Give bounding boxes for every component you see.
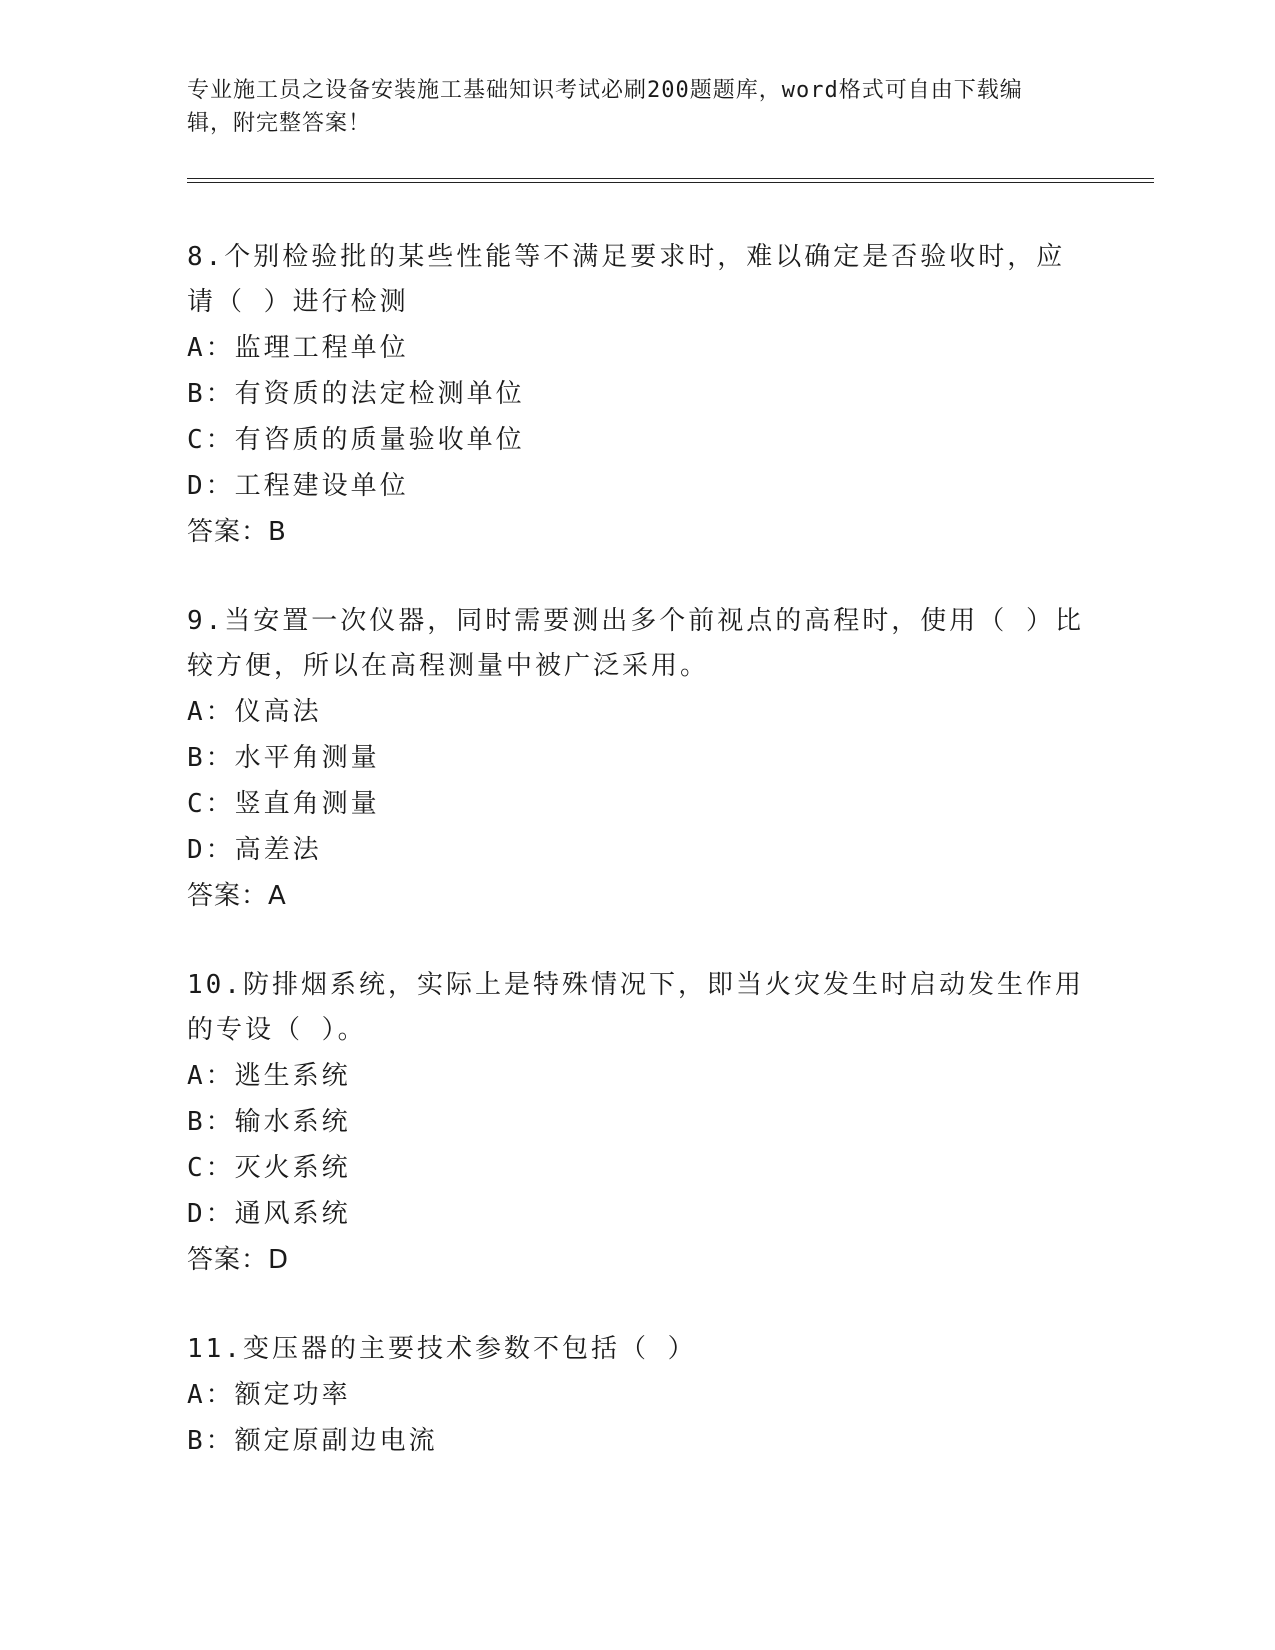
- option-b: B：输水系统: [187, 1107, 351, 1137]
- option-b: B：水平角测量: [187, 743, 380, 773]
- option-b: B：有资质的法定检测单位: [187, 379, 525, 409]
- answer-line: [187, 873, 1087, 919]
- answer-label: 答案：: [187, 1245, 269, 1275]
- option-d: D：工程建设单位: [187, 471, 409, 501]
- answer-label: 答案：: [187, 517, 269, 547]
- question-10: [187, 963, 1087, 1283]
- header-title: 专业施工员之设备安装施工基础知识考试必刷200题题库，word格式可自由下载编辑，附完整答案！: [187, 78, 1023, 136]
- answer-value: A: [268, 881, 287, 911]
- answer-label: 答案：: [187, 881, 269, 911]
- option-a: A：仪高法: [187, 697, 322, 727]
- question-text: 8.个别检验批的某些性能等不满足要求时，难以确定是否验收时，应请（ ）进行检测: [187, 242, 1066, 317]
- question-9: [187, 599, 1087, 919]
- option-d: D：高差法: [187, 835, 322, 865]
- option-c: C：灭火系统: [187, 1153, 351, 1183]
- header-divider-bottom: [187, 182, 1154, 183]
- document-header: [187, 74, 1067, 140]
- question-text: 10.防排烟系统，实际上是特殊情况下，即当火灾发生时启动发生作用的专设（ ）。: [187, 970, 1084, 1045]
- answer-line: [187, 1237, 1087, 1283]
- answer-value: B: [268, 517, 287, 547]
- option-a: A：额定功率: [187, 1380, 351, 1410]
- question-list: [187, 235, 1087, 1508]
- answer-line: [187, 509, 1087, 555]
- option-b: B：额定原副边电流: [187, 1426, 438, 1456]
- answer-value: D: [268, 1245, 290, 1275]
- option-a: A：逃生系统: [187, 1061, 351, 1091]
- question-text: 11.变压器的主要技术参数不包括（ ）: [187, 1334, 697, 1364]
- question-text: 9.当安置一次仪器，同时需要测出多个前视点的高程时，使用（ ）比较方便，所以在高程测量中被广泛采用。: [187, 606, 1084, 681]
- question-11: [187, 1327, 1087, 1464]
- option-c: C：竖直角测量: [187, 789, 380, 819]
- option-a: A：监理工程单位: [187, 333, 409, 363]
- option-d: D：通风系统: [187, 1199, 351, 1229]
- option-c: C：有咨质的质量验收单位: [187, 425, 525, 455]
- question-8: [187, 235, 1087, 555]
- header-divider-top: [187, 178, 1154, 179]
